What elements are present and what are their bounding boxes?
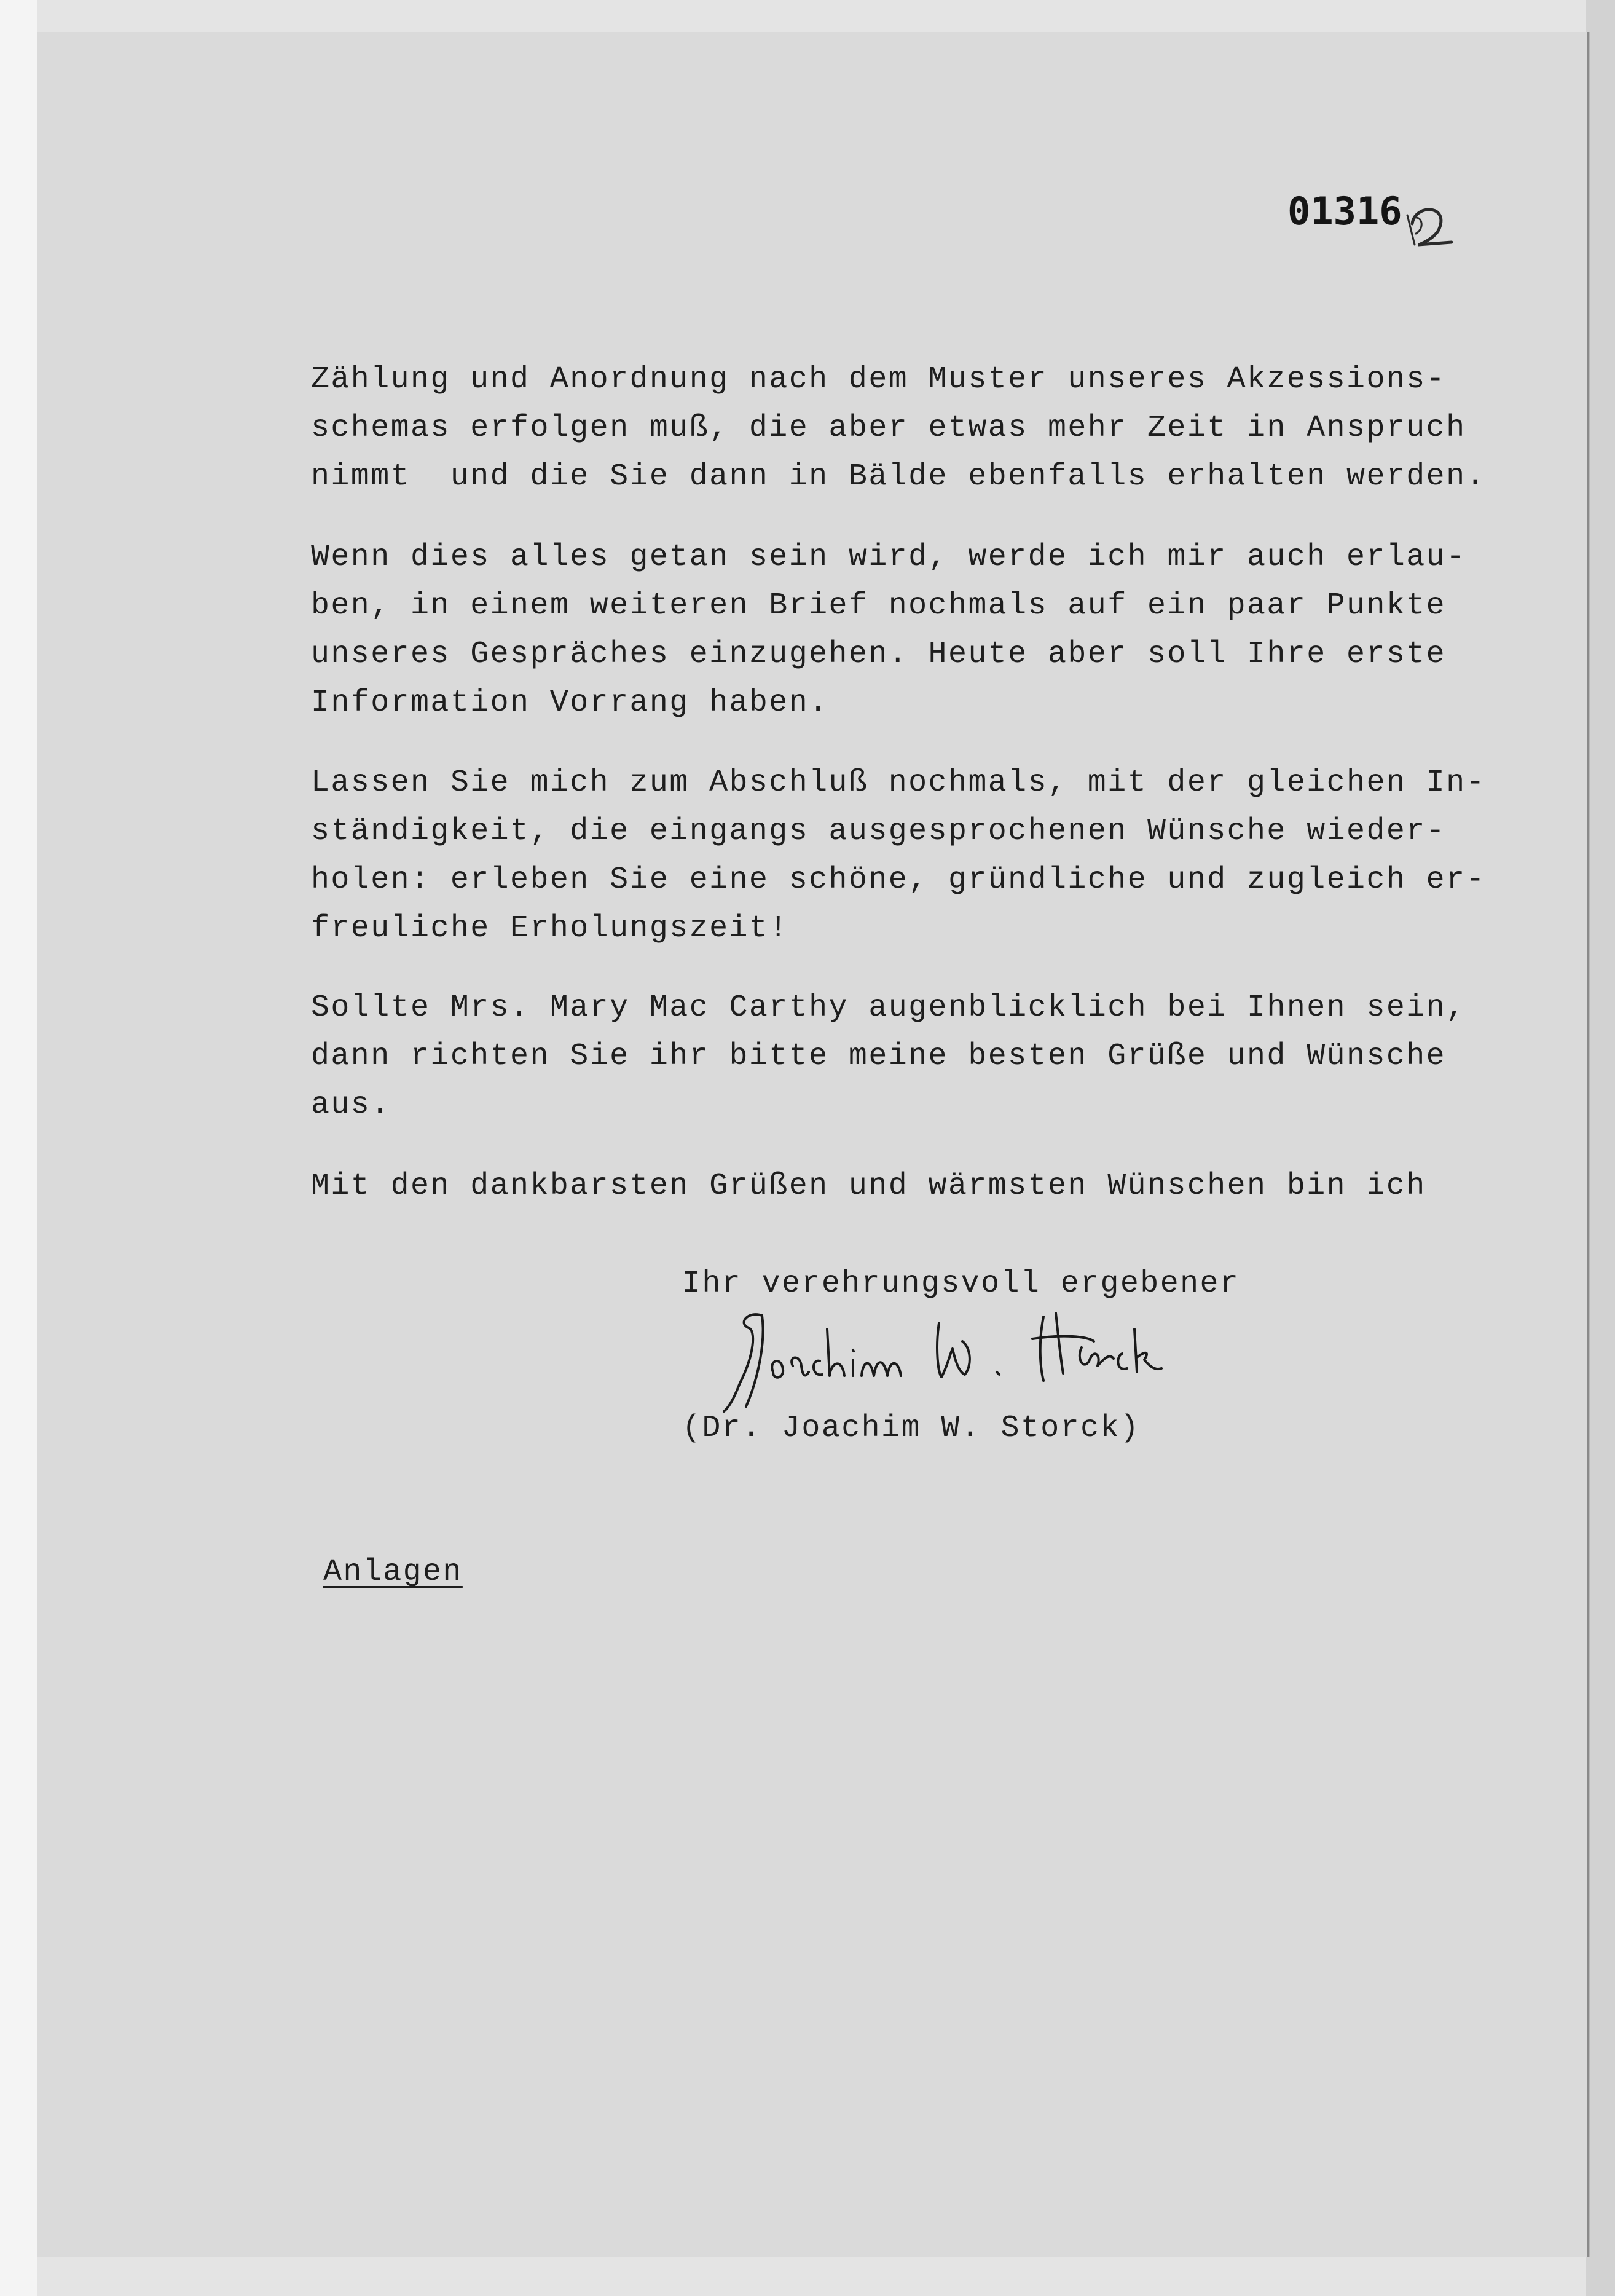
scan-background-left xyxy=(0,0,37,2296)
letter-sheet xyxy=(37,32,1589,2257)
paragraph-line: dann richten Sie ihr bitte meine besten Grüße und Wünsche xyxy=(311,1039,1447,1074)
paragraph-line: freuliche Erholungszeit! xyxy=(311,911,789,946)
paragraph-line: ben, in einem weiteren Brief nochmals auf ein paar Punkte xyxy=(311,588,1447,623)
paragraph-line: unseres Gespräches einzugehen. Heute aber soll Ihre erste xyxy=(311,637,1447,672)
document-number: 01316 xyxy=(1287,189,1402,234)
paragraph-line: Information Vorrang haben. xyxy=(311,685,829,720)
paragraph-line: ständigkeit, die eingangs ausgesprochenen Wünsche wieder- xyxy=(311,814,1447,849)
signatory-name: (Dr. Joachim W. Storck) xyxy=(682,1411,1141,1446)
paragraph-4 xyxy=(311,984,1466,1129)
closing-phrase: Ihr verehrungsvoll ergebener xyxy=(682,1266,1240,1301)
paragraph-1 xyxy=(311,355,1486,501)
enclosures-label: Anlagen xyxy=(323,1555,463,1590)
paragraph-line: Wenn dies alles getan sein wird, werde ich mir auch erlau- xyxy=(311,540,1466,575)
handwritten-signature xyxy=(719,1280,1186,1421)
paragraph-line: aus. xyxy=(311,1087,391,1122)
paragraph-line: Mit den dankbarsten Grüßen und wärmsten Wünschen bin ich xyxy=(311,1169,1426,1204)
paragraph-line: Lassen Sie mich zum Abschluß nochmals, mit der gleichen In- xyxy=(311,765,1486,800)
paragraph-3 xyxy=(311,759,1486,953)
paragraph-line: Zählung und Anordnung nach dem Muster unseres Akzessions- xyxy=(311,362,1447,397)
paragraph-line: holen: erleben Sie eine schöne, gründliche und zugleich er- xyxy=(311,862,1486,897)
paragraph-line: nimmt und die Sie dann in Bälde ebenfalls erhalten werden. xyxy=(311,459,1486,494)
paragraph-line: Sollte Mrs. Mary Mac Carthy augenblicklich bei Ihnen sein, xyxy=(311,990,1466,1025)
paragraph-2 xyxy=(311,533,1466,727)
scan-background-right xyxy=(1586,0,1615,2296)
handwritten-number-correction xyxy=(1401,186,1469,253)
paragraph-5 xyxy=(311,1162,1426,1210)
paragraph-line: schemas erfolgen muß, die aber etwas mehr Zeit in Anspruch xyxy=(311,411,1466,446)
